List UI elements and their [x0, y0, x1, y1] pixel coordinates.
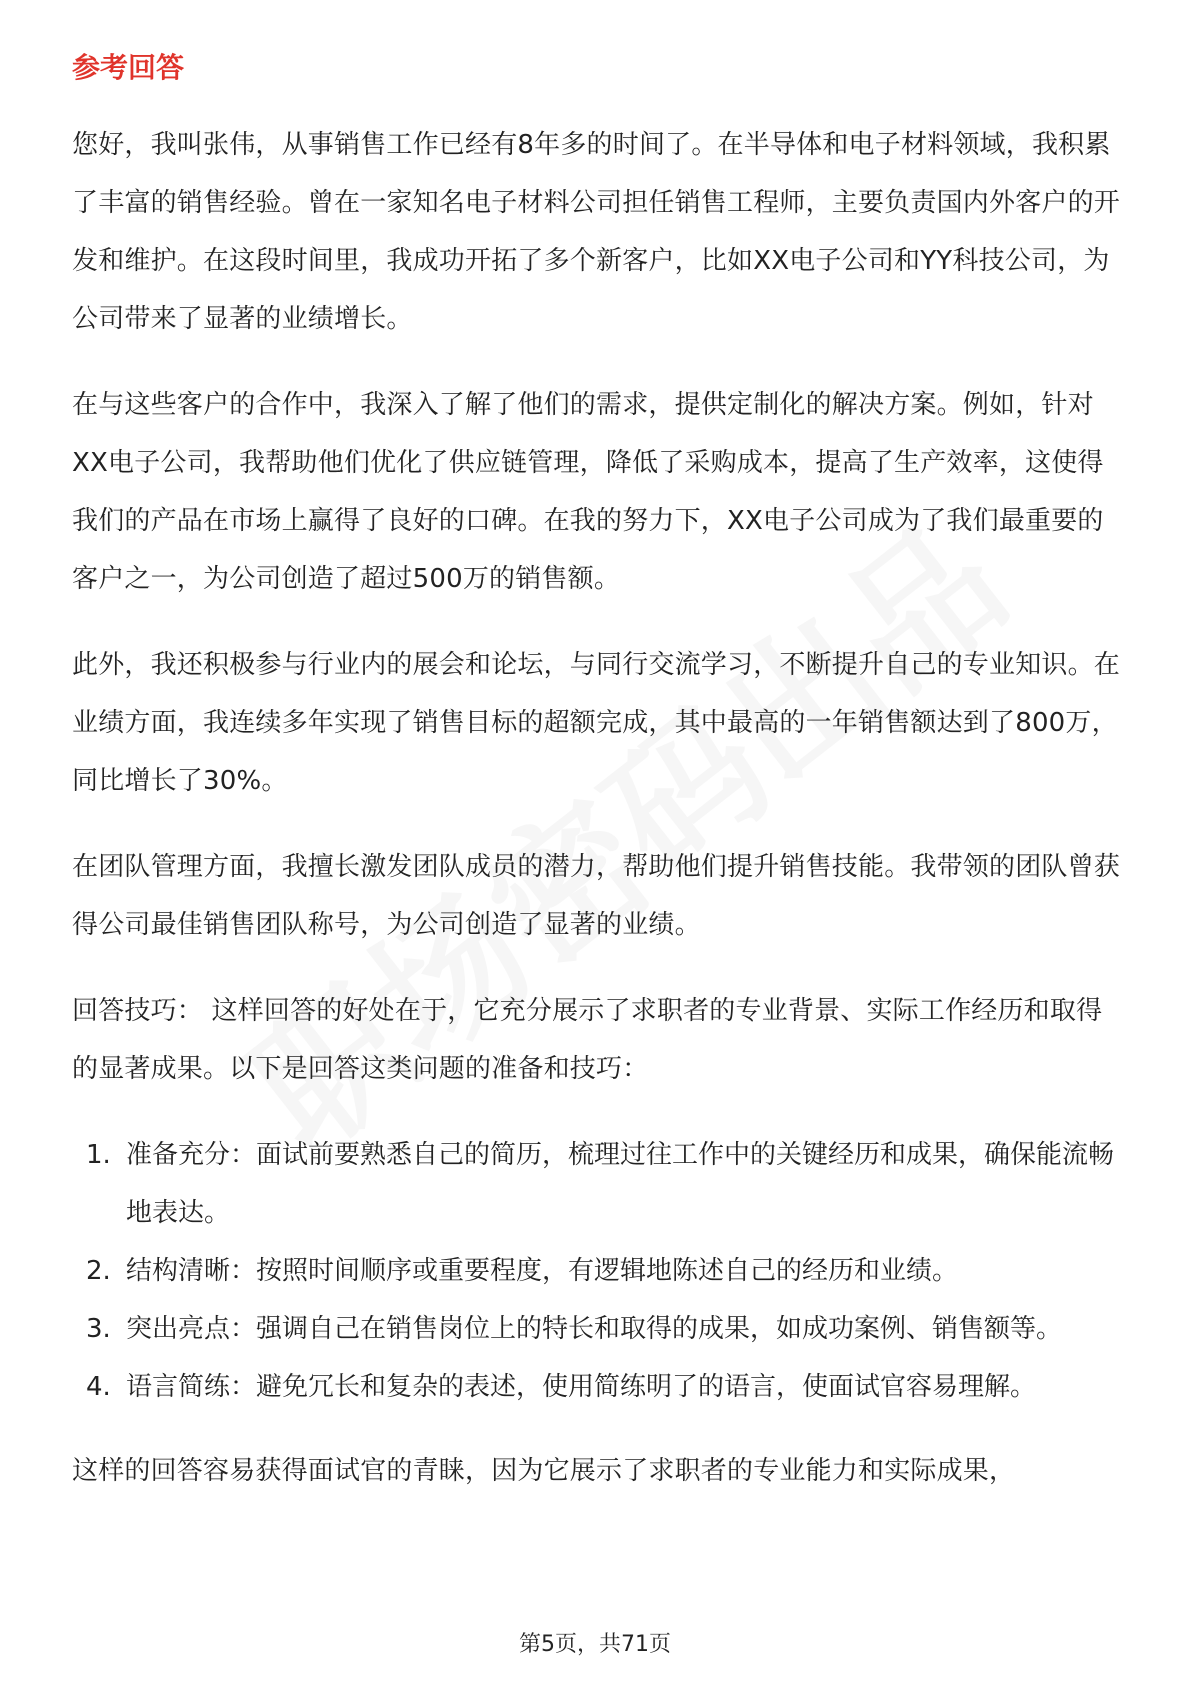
paragraph-closing: 这样的回答容易获得面试官的青睐，因为它展示了求职者的专业能力和实际成果，	[72, 1456, 1016, 1486]
page-number: 第5页，共71页	[519, 1632, 671, 1657]
section-heading: 参考回答	[72, 51, 185, 84]
list-item	[72, 1126, 1122, 1242]
list-item-text: 突出亮点：强调自己在销售岗位上的特长和取得的成果，如成功案例、销售额等。	[126, 1314, 1063, 1344]
list-item-number: 4.	[86, 1372, 111, 1402]
list-item	[72, 1358, 1122, 1416]
document-content	[72, 48, 1122, 1528]
list-item-number: 2.	[86, 1256, 111, 1286]
paragraph-tips-intro: 回答技巧： 这样回答的好处在于，它充分展示了求职者的专业背景、实际工作经历和取得的显著成果。以下是回答这类问题的准备和技巧：	[72, 996, 1103, 1084]
paragraph-clients: 在与这些客户的合作中，我深入了解了他们的需求，提供定制化的解决方案。例如，针对XX电子公司，我帮助他们优化了供应链管理，降低了采购成本，提高了生产效率，这使得我们的产品在市场上赢得了良好的口碑。在我的努力下，XX电子公司成为了我们最重要的客户之一，为公司创造了超过500万的销售额。	[72, 390, 1104, 594]
tips-list	[72, 1126, 1122, 1416]
paragraph-performance: 此外，我还积极参与行业内的展会和论坛，与同行交流学习，不断提升自己的专业知识。在业绩方面，我连续多年实现了销售目标的超额完成，其中最高的一年销售额达到了800万，同比增长了30%。	[72, 650, 1121, 796]
list-item	[72, 1242, 1122, 1300]
list-item	[72, 1300, 1122, 1358]
paragraph-intro: 您好，我叫张伟，从事销售工作已经有8年多的时间了。在半导体和电子材料领域，我积累了丰富的销售经验。曾在一家知名电子材料公司担任销售工程师，主要负责国内外客户的开发和维护。在这段时间里，我成功开拓了多个新客户，比如XX电子公司和YY科技公司，为公司带来了显著的业绩增长。	[72, 130, 1121, 334]
list-item-number: 3.	[86, 1314, 111, 1344]
paragraph-team: 在团队管理方面，我擅长激发团队成员的潜力，帮助他们提升销售技能。我带领的团队曾获得公司最佳销售团队称号，为公司创造了显著的业绩。	[72, 852, 1121, 940]
list-item-number: 1.	[86, 1140, 111, 1170]
list-item-text: 结构清晰：按照时间顺序或重要程度，有逻辑地陈述自己的经历和业绩。	[126, 1256, 959, 1286]
list-item-text: 准备充分：面试前要熟悉自己的简历，梳理过往工作中的关键经历和成果，确保能流畅地表达。	[126, 1140, 1115, 1228]
list-item-text: 语言简练：避免冗长和复杂的表述，使用简练明了的语言，使面试官容易理解。	[126, 1372, 1037, 1402]
